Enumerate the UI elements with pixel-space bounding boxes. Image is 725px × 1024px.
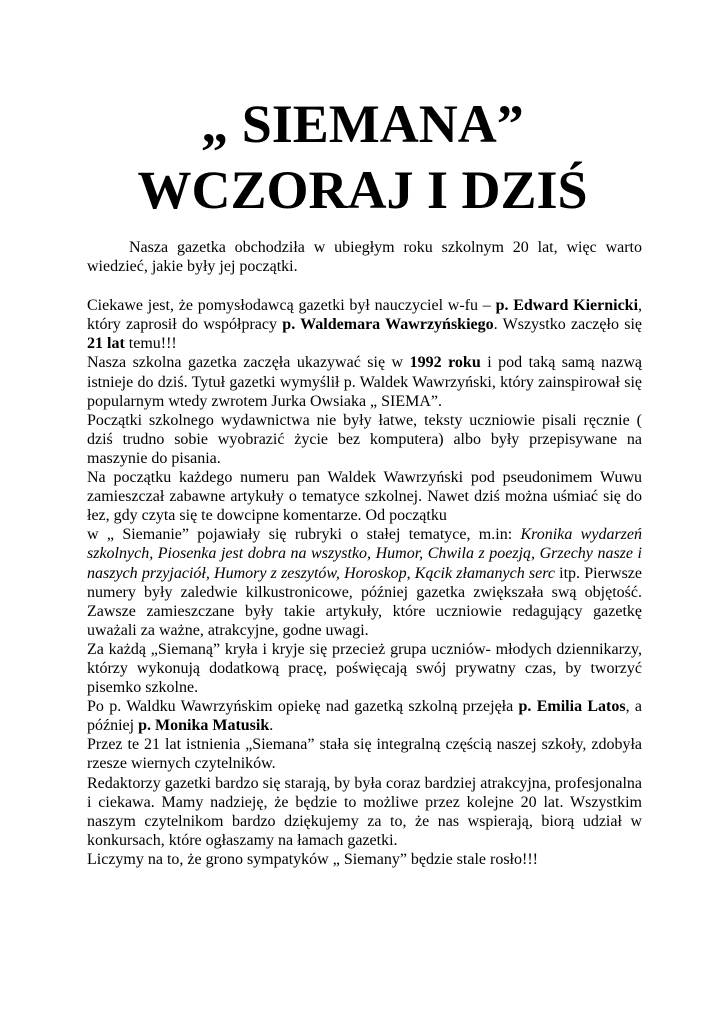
paragraph-journalists: Za każdą „Siemaną” kryła i kryje się przecież grupa uczniów- młodych dziennikarzy, którzy wykonują dodatkową pracę, poświęcają swój prywatny czas, by tworzyć pisemko szkolne. (87, 640, 642, 697)
text: temu!!! (124, 335, 177, 353)
paragraph-thanks: Redaktorzy gazetki bardzo się starają, by była coraz bardziej atrakcyjna, profesjonalna i ciekawa. Mamy nadzieję, że będzie to możliwe przez kolejne 20 lat. Wszystkim naszym czytelnikom bardzo dziękujemy za to, że nas wspierają, biorą udział w konkursach, które ogłaszamy na łamach gazetki. (87, 774, 642, 849)
cofounder-name: p. Waldemara Wawrzyńskiego (282, 316, 494, 334)
text: Nasza szkolna gazetka zaczęła ukazywać się w (87, 354, 410, 372)
text: , który zaprosił do współpracy (87, 297, 643, 334)
paragraph-successors (87, 697, 642, 735)
column-list: Kronika wydarzeń szkolnych, Piosenka jest dobra na wszystko, Humor, Chwila z poezją, Grzechy nasze i naszych przyjaciół, Humory z zeszytów, Horoskop, Kącik złamanych serc (87, 526, 643, 582)
text: itp. Pierwsze numery były zaledwie kilkustronicowe, później gazetka zwiększała swą objętość. Zawsze zamieszczane były takie artykuły, które uczniowie redagujący gazetkę uważali za ważne, atrakcyjne, godne uwagi. (87, 564, 642, 639)
text: Ciekawe jest, że pomysłodawcą gazetki był nauczyciel w-fu – (87, 297, 496, 315)
paragraph-integral: Przez te 21 lat istnienia „Siemana” stała się integralną częścią naszej szkoły, zdobyła rzesze wiernych czytelników. (87, 736, 642, 773)
paragraph-beginnings: Początki szkolnego wydawnictwa nie były łatwe, teksty uczniowie pisali ręcznie ( dziś trudno sobie wyobrazić życie bez komputera) albo były przepisywane na maszynie do pisania. (87, 411, 642, 467)
paragraph-columns (87, 525, 642, 640)
text: w „ Siemanie” pojawiały się rubryki o stałej tematyce, m.in: (87, 526, 521, 544)
paragraph-gap (87, 276, 642, 296)
intro-paragraph: Nasza gazetka obchodziła w ubiegłym roku szkolnym 20 lat, więc warto wiedzieć, jakie były jej początki. (87, 239, 642, 276)
successor-name-1: p. Emilia Latos (518, 698, 626, 716)
text: i pod taką samą nazwą istnieje do dziś. Tytuł gazetki wymyślił p. Waldek Wawrzyński, który zainspirował się popularnym wtedy zwrotem Jurka Owsiaka „ SIEMA”. (87, 354, 643, 410)
text: . (269, 717, 274, 735)
title-line-1: „ SIEMANA” (201, 94, 524, 154)
years-count: 21 lat (87, 335, 125, 353)
title-line-2: WCZORAJ I DZIŚ (137, 160, 588, 220)
text: Po p. Waldku Wawrzyńskim opiekę nad gazetką szkolną przejęła (87, 698, 519, 716)
paragraph-year (87, 353, 642, 410)
successor-name-2: p. Monika Matusik (138, 717, 270, 735)
founder-name: p. Edward Kiernicki (495, 297, 639, 315)
text: . Wszystko zaczęło się (493, 316, 642, 334)
paragraph-closing: Liczymy na to, że grono sympatyków „ Siemany” będzie stale rosło!!! (87, 850, 538, 868)
start-year: 1992 roku (409, 354, 481, 372)
article-body (87, 238, 642, 869)
paragraph-founder (87, 296, 642, 353)
paragraph-wuwu: Na początku każdego numeru pan Waldek Wawrzyński pod pseudonimem Wuwu zamieszczał zabawne artykuły o tematyce szkolnej. Nawet dziś można uśmiać się do łez, gdy czyta się te dowcipne komentarze. Od początku (87, 469, 642, 525)
text: , a później (87, 698, 642, 735)
